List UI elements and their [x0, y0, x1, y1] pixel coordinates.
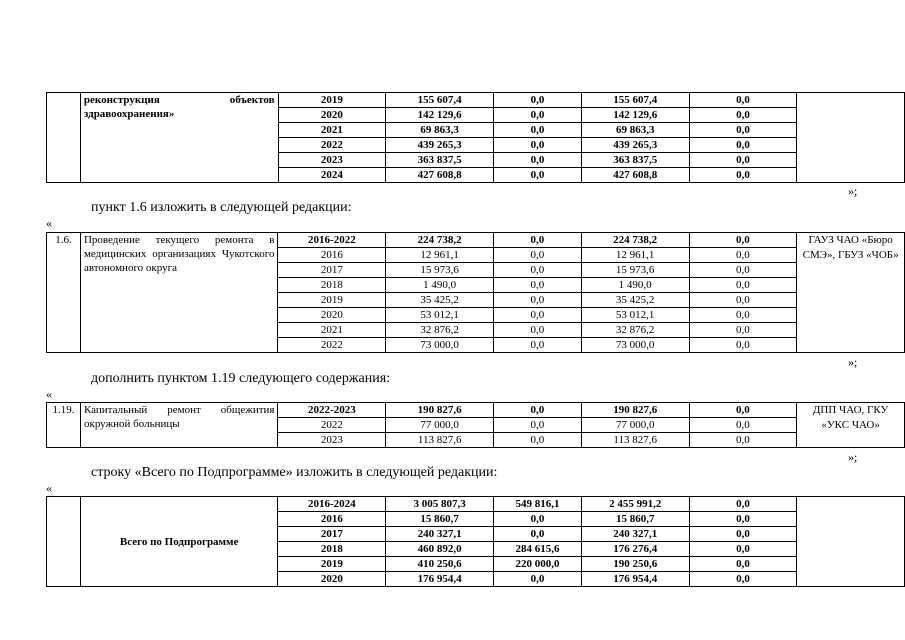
table-row: 2019 35 425,2 0,0 35 425,2 0,0	[47, 293, 905, 308]
table-row: 2020 142 129,6 0,0 142 129,6 0,0	[47, 108, 905, 123]
table-row: реконструкция объектов здравоохранения» 2019 155 607,4 0,0 155 607,4 0,0	[47, 93, 905, 108]
table-row: 2018 460 892,0 284 615,6 176 276,4 0,0	[47, 542, 905, 557]
program-item-name: Всего по Подпрограмме	[80, 497, 278, 587]
table-row: 2019 410 250,6 220 000,0 190 250,6 0,0	[47, 557, 905, 572]
instruction-paragraph: пункт 1.6 изложить в следующей редакции:	[91, 200, 352, 215]
row-number-cell: 1.6.	[47, 233, 81, 353]
responsible-cell	[797, 497, 905, 587]
responsible-text: ДПП ЧАО, ГКУ «УКС ЧАО»	[812, 404, 889, 431]
program-item-name: Проведение текущего ремонта в медицинских организациях Чукотского автономного округа	[80, 233, 278, 353]
closing-quote: »;	[848, 355, 858, 369]
table-row: 2022 439 265,3 0,0 439 265,3 0,0	[47, 138, 905, 153]
table-row: 2022 73 000,0 0,0 73 000,0 0,0	[47, 338, 905, 353]
opening-quote: «	[46, 387, 52, 401]
responsible-cell	[797, 93, 905, 183]
row-number-cell: 1.19.	[47, 403, 81, 448]
table-row: 2024 427 608,8 0,0 427 608,8 0,0	[47, 168, 905, 183]
table-row: 2022 77 000,0 0,0 77 000,0 0,0	[47, 418, 905, 433]
instruction-paragraph: дополнить пунктом 1.19 следующего содержания:	[91, 371, 391, 386]
table-row: 1.19. Капитальный ремонт общежития окружной больницы 2022-2023 190 827,6 0,0 190 827,6 0,0 ДПП ЧАО, ГКУ «УКС ЧАО»	[47, 403, 905, 418]
table-row: 2021 32 876,2 0,0 32 876,2 0,0	[47, 323, 905, 338]
opening-quote: «	[46, 216, 52, 230]
responsible-cell	[797, 233, 905, 353]
program-item-name: Капитальный ремонт общежития окружной больницы	[80, 403, 278, 448]
table-row: 2023 113 827,6 0,0 113 827,6 0,0	[47, 433, 905, 448]
table-row: 2016 12 961,1 0,0 12 961,1 0,0	[47, 248, 905, 263]
row-number-cell	[47, 497, 81, 587]
table-row: 2016 15 860,7 0,0 15 860,7 0,0	[47, 512, 905, 527]
table-row: 2017 240 327,1 0,0 240 327,1 0,0	[47, 527, 905, 542]
row-number-cell	[47, 93, 81, 183]
table-row: 2021 69 863,3 0,0 69 863,3 0,0	[47, 123, 905, 138]
table-row: 2018 1 490,0 0,0 1 490,0 0,0	[47, 278, 905, 293]
responsible-cell	[797, 403, 905, 448]
closing-quote: »;	[848, 184, 858, 198]
table-row: 2023 363 837,5 0,0 363 837,5 0,0	[47, 153, 905, 168]
program-item-name: реконструкция объектов здравоохранения»	[80, 93, 278, 183]
table-row: 2020 53 012,1 0,0 53 012,1 0,0	[47, 308, 905, 323]
instruction-paragraph: строку «Всего по Подпрограмме» изложить в следующей редакции:	[91, 465, 498, 480]
table-reconstruction	[46, 92, 905, 183]
table-item-1-19	[46, 402, 905, 448]
closing-quote: »;	[848, 450, 858, 464]
table-row: Всего по Подпрограмме 2016-2024 3 005 807,3 549 816,1 2 455 991,2 0,0	[47, 497, 905, 512]
table-subprogram-total	[46, 496, 905, 587]
table-row: 2017 15 973,6 0,0 15 973,6 0,0	[47, 263, 905, 278]
table-item-1-6	[46, 232, 905, 353]
table-row: 2020 176 954,4 0,0 176 954,4 0,0	[47, 572, 905, 587]
opening-quote: «	[46, 481, 52, 495]
table-row: 1.6. Проведение текущего ремонта в медицинских организациях Чукотского автономного округа 2016-2022 224 738,2 0,0 224 738,2 0,0 ГАУЗ ЧАО «Бюро СМЭ», ГБУЗ «ЧОБ»	[47, 233, 905, 248]
responsible-text: ГАУЗ ЧАО «Бюро СМЭ», ГБУЗ «ЧОБ»	[802, 234, 899, 261]
